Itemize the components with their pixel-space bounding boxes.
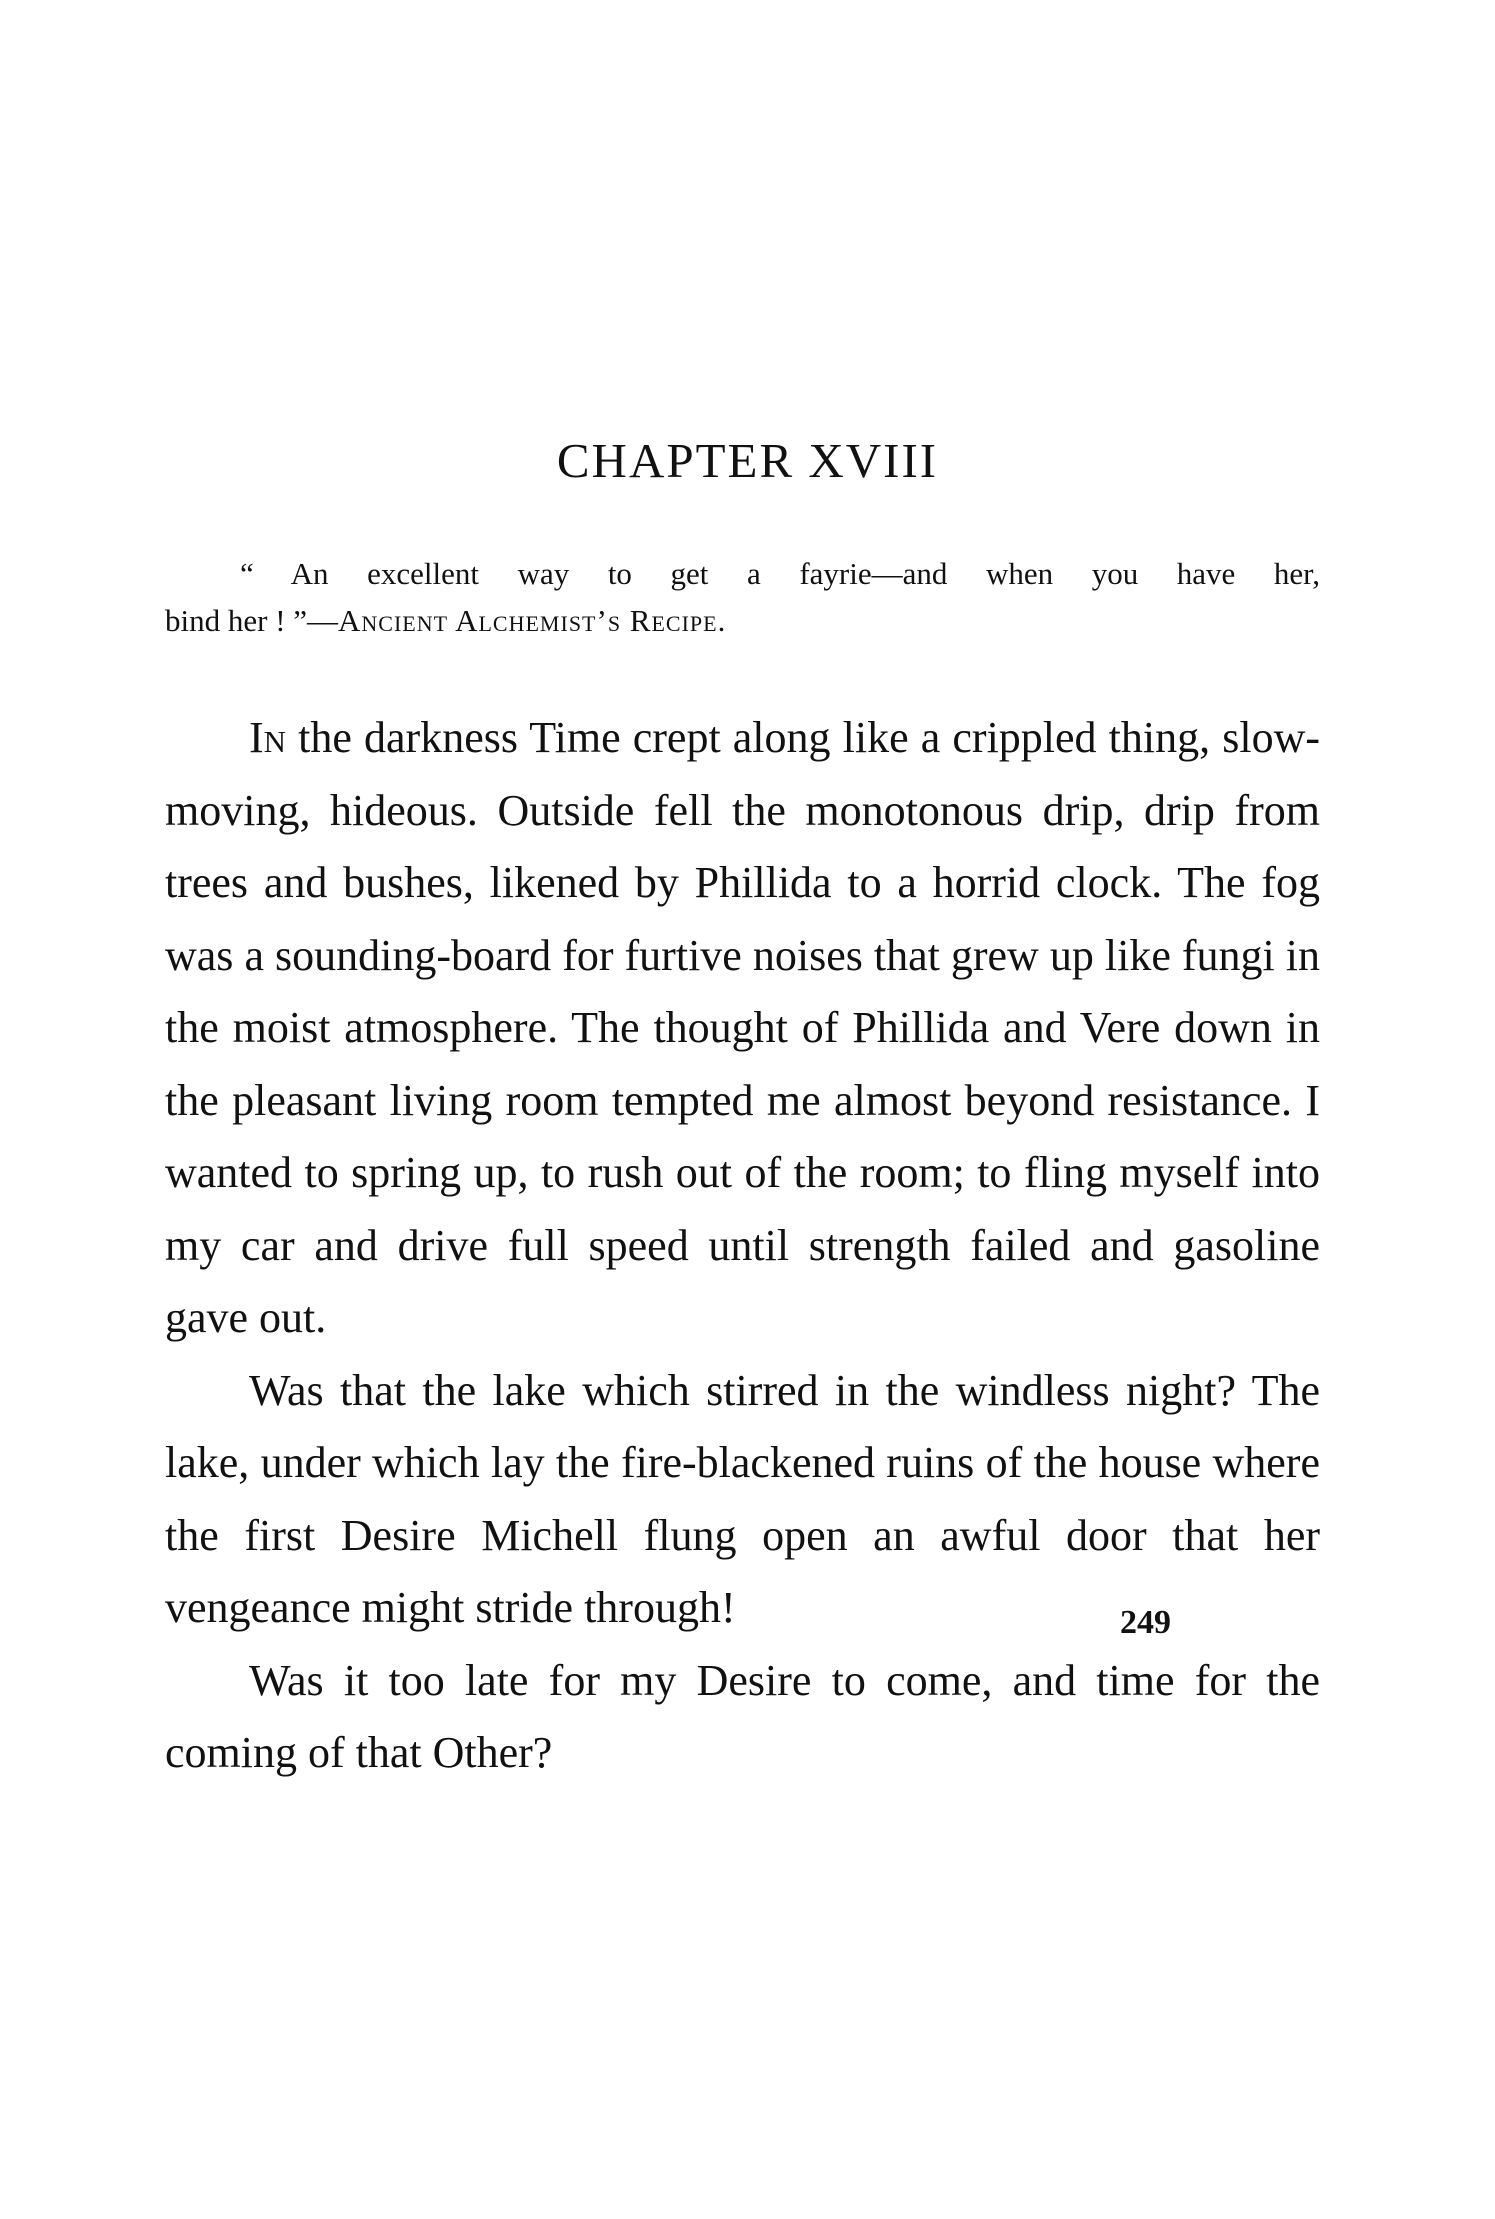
paragraph-lead-word: In [249, 713, 287, 762]
epigraph-quote-line: “ An excellent way to get a fayrie—and when you have her, [240, 556, 1320, 591]
paragraph-1 [165, 702, 1320, 1355]
epigraph-attribution: Ancient Alchemist’s Recipe. [338, 603, 727, 638]
paragraph-2: Was that the lake which stirred in the windless night? The lake, under which lay the fire-blackened ruins of the house where the first Desire Michell flung open an awful door that her vengeance might stride through! [165, 1365, 1320, 1632]
epigraph-closing-line [165, 597, 1320, 644]
paragraph-1-text: the darkness Time crept along like a crippled thing, slow-moving, hideous. Outside fell the monotonous drip, drip from trees and bushes, likened by Phillida to a horrid clock. The fog was a sounding-board for furtive noises that grew up like fungi in the moist atmosphere. The thought of Phillida and Vere down in the pleasant living room tempted me almost beyond resistance. I wanted to spring up, to rush out of the room; to fling myself into my car and drive full speed until strength failed and gasoline gave out. [165, 713, 1320, 1342]
epigraph-quote-end: bind her ! ”— [165, 603, 339, 638]
page-number: 249 [1120, 1604, 1171, 1641]
paragraph-3: Was it too late for my Desire to come, and time for the coming of that Other? [165, 1655, 1320, 1777]
epigraph [165, 550, 1320, 644]
chapter-title: CHAPTER XVIII [556, 433, 939, 488]
